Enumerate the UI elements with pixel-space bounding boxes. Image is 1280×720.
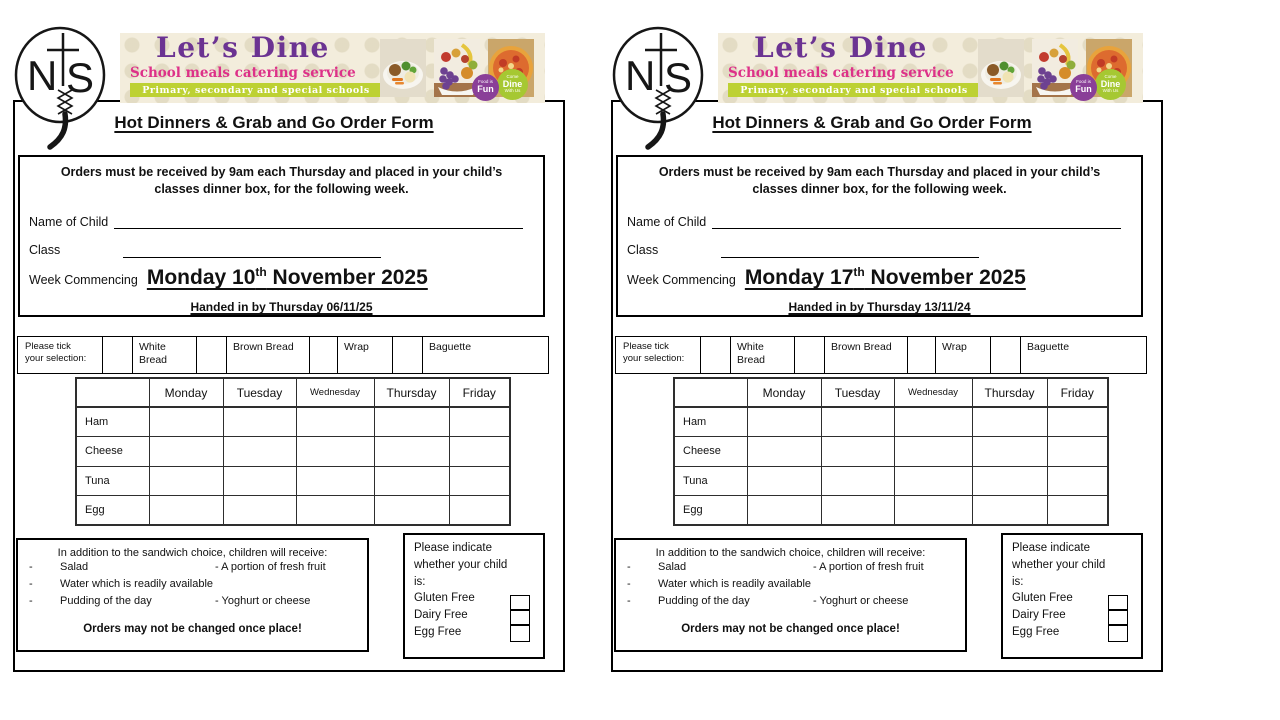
week-date [745, 265, 1026, 290]
date-ordinal: th [853, 265, 865, 279]
class-input[interactable] [123, 243, 381, 258]
order-cell[interactable] [894, 407, 972, 437]
gluten-free-label: Gluten Free [1012, 592, 1073, 605]
order-cell[interactable] [449, 437, 510, 467]
form-panel-1 [0, 0, 582, 700]
order-cell[interactable] [821, 407, 894, 437]
option-baguette: Baguette [429, 341, 472, 353]
order-cell[interactable] [223, 437, 296, 467]
order-cell[interactable] [747, 437, 821, 467]
tick-box-baguette[interactable] [393, 337, 423, 373]
week-date-day: Monday 10 [146, 266, 256, 289]
badge-text: Fun [477, 84, 494, 95]
grid-row-egg [674, 496, 1108, 526]
logo-letter-s: S [664, 54, 693, 101]
addition-item-pudding: Pudding of the day [658, 595, 750, 607]
gluten-free-checkbox[interactable] [511, 596, 529, 611]
grid-corner-cell [674, 378, 747, 407]
school-logo [612, 26, 704, 154]
bullet-dash: - [627, 561, 631, 573]
order-cell[interactable] [449, 496, 510, 526]
bullet-dash: - [627, 595, 631, 607]
selection-prompt [18, 337, 103, 373]
name-of-child-input[interactable] [114, 214, 523, 229]
grid-row-tuna [76, 466, 510, 496]
additional-info-box [16, 538, 369, 652]
row-label-tuna: Tuna [674, 466, 747, 496]
grid-row-cheese [674, 437, 1108, 467]
day-header-monday: Monday [747, 378, 821, 407]
order-cell[interactable] [1047, 407, 1108, 437]
badge-text: Food is [1076, 79, 1091, 85]
row-label-egg: Egg [76, 496, 149, 526]
week-date-month: November 2025 [266, 266, 428, 289]
grid-header-row [76, 378, 510, 407]
lets-dine-banner [718, 33, 1143, 103]
option-white-bread: White Bread [731, 337, 795, 373]
dietary-line2: whether your child [1012, 558, 1106, 571]
orders-notice-line1: Orders must be received by 9am each Thursday and placed in your child’s [658, 165, 1101, 179]
brand-title: Let’s Dine [156, 31, 330, 64]
order-cell[interactable] [149, 437, 223, 467]
addition-bullet-row [18, 595, 367, 612]
order-cell[interactable] [149, 496, 223, 526]
dairy-free-checkbox[interactable] [511, 611, 529, 626]
brand-subtitle: School meals catering service [728, 65, 954, 81]
logo-letter-s: S [66, 54, 95, 101]
brand-tagline: Primary, secondary and special schools [728, 83, 980, 97]
name-of-child-label: Name of Child [627, 215, 707, 229]
row-label-ham: Ham [674, 407, 747, 437]
week-commencing-label: Week Commencing [29, 273, 138, 287]
addition-item-salad: Salad [658, 561, 687, 573]
egg-free-checkbox[interactable] [1109, 626, 1127, 641]
order-cell[interactable] [449, 466, 510, 496]
tick-box-brown-bread[interactable] [795, 337, 825, 373]
grid-row-ham [76, 407, 510, 437]
addition-bullet-row [616, 561, 965, 578]
selection-prompt-line2: your selection: [25, 353, 87, 364]
addition-bullet-row [616, 595, 965, 612]
day-header-monday: Monday [149, 378, 223, 407]
order-cell[interactable] [972, 437, 1047, 467]
order-cell[interactable] [747, 496, 821, 526]
order-cell[interactable] [296, 496, 374, 526]
school-logo [14, 26, 106, 154]
option-wrap: Wrap [936, 337, 991, 373]
option-baguette: Baguette [1027, 341, 1070, 353]
roast-dinner-photo [379, 39, 427, 97]
class-input[interactable] [721, 243, 979, 258]
addition-bullet-row [616, 578, 965, 595]
food-is-fun-badge [1070, 74, 1097, 101]
badge-text: Dine [1100, 78, 1121, 89]
day-header-wednesday: Wednesday [296, 378, 374, 407]
badge-text: Come [1104, 74, 1117, 80]
come-dine-badge [1095, 69, 1126, 100]
order-cell[interactable] [296, 466, 374, 496]
order-cell[interactable] [449, 407, 510, 437]
addition-item-pudding: Pudding of the day [60, 595, 152, 607]
dietary-line3: is: [414, 575, 426, 588]
day-header-tuesday: Tuesday [821, 378, 894, 407]
addition-extra-fruit: - A portion of fresh fruit [215, 561, 326, 573]
come-dine-badge [497, 69, 528, 100]
day-header-thursday: Thursday [972, 378, 1047, 407]
grid-row-tuna [674, 466, 1108, 496]
day-header-wednesday: Wednesday [894, 378, 972, 407]
row-label-egg: Egg [674, 496, 747, 526]
gluten-free-checkbox[interactable] [1109, 596, 1127, 611]
order-cell[interactable] [296, 437, 374, 467]
order-cell[interactable] [223, 466, 296, 496]
banner-text [718, 33, 980, 97]
order-cell[interactable] [1047, 496, 1108, 526]
week-date-day: Monday 17 [744, 266, 854, 289]
selection-prompt-line2: your selection: [623, 353, 685, 364]
grid-row-cheese [76, 437, 510, 467]
dietary-indication-box [403, 533, 545, 659]
order-cell[interactable] [972, 496, 1047, 526]
brand-subtitle: School meals catering service [130, 65, 356, 81]
bread-selection-table [615, 336, 1147, 374]
grid-corner-cell [76, 378, 149, 407]
order-cell[interactable] [821, 466, 894, 496]
additional-info-box [614, 538, 967, 652]
brand-title: Let’s Dine [754, 31, 928, 64]
form-title: Hot Dinners & Grab and Go Order Form [712, 113, 1032, 132]
addition-bullet-row [18, 578, 367, 595]
order-cell[interactable] [1047, 466, 1108, 496]
addition-extra-yoghurt: - Yoghurt or cheese [215, 595, 311, 607]
tick-box-white-bread[interactable] [701, 337, 731, 373]
addition-item-water: Water which is readily available [658, 578, 812, 590]
week-commencing-row [627, 265, 1026, 290]
order-cell[interactable] [1047, 437, 1108, 467]
handed-in-note: Handed in by Thursday 13/11/24 [788, 300, 971, 314]
order-cell[interactable] [374, 466, 449, 496]
logo-letter-n: N [27, 52, 58, 99]
week-commencing-row [29, 265, 428, 290]
tick-box-white-bread[interactable] [103, 337, 133, 373]
dietary-line1: Please indicate [1012, 542, 1090, 554]
order-details-box [18, 155, 545, 317]
bullet-dash: - [29, 561, 33, 573]
selection-prompt [616, 337, 701, 373]
no-changes-note: Orders may not be changed once place! [681, 623, 900, 635]
dietary-checkbox-stack [510, 595, 530, 642]
selection-prompt-line1: Please tick [25, 341, 71, 352]
grid-row-egg [76, 496, 510, 526]
order-cell[interactable] [296, 407, 374, 437]
tick-box-brown-bread[interactable] [197, 337, 227, 373]
dietary-indication-box [1001, 533, 1143, 659]
weekly-order-grid [75, 377, 511, 526]
grid-header-row [674, 378, 1108, 407]
tick-box-wrap[interactable] [310, 337, 338, 373]
orders-notice-line1: Orders must be received by 9am each Thursday and placed in your child’s [60, 165, 503, 179]
option-brown-bread: Brown Bread [825, 337, 908, 373]
dietary-line2: whether your child [414, 558, 508, 571]
order-cell[interactable] [374, 437, 449, 467]
order-cell[interactable] [747, 407, 821, 437]
day-header-friday: Friday [1047, 378, 1108, 407]
order-details-box [616, 155, 1143, 317]
addition-item-water: Water which is readily available [60, 578, 214, 590]
row-label-tuna: Tuna [76, 466, 149, 496]
order-cell[interactable] [972, 407, 1047, 437]
orders-notice-line2: classes dinner box, for the following week. [154, 182, 409, 196]
logo-letter-n: N [625, 52, 656, 99]
order-cell[interactable] [223, 407, 296, 437]
tick-box-baguette[interactable] [991, 337, 1021, 373]
option-white-bread: White Bread [133, 337, 197, 373]
bullet-dash: - [29, 595, 33, 607]
name-of-child-input[interactable] [712, 214, 1121, 229]
food-is-fun-badge [472, 74, 499, 101]
badge-text: Dine [502, 78, 523, 89]
banner-text [120, 33, 382, 97]
name-of-child-row [627, 214, 1121, 229]
date-ordinal: th [255, 265, 267, 279]
badge-text: With Us [1102, 88, 1119, 94]
order-cell[interactable] [374, 496, 449, 526]
week-date [147, 265, 428, 290]
row-label-ham: Ham [76, 407, 149, 437]
dairy-free-checkbox[interactable] [1109, 611, 1127, 626]
bullet-dash: - [627, 578, 631, 590]
order-cell[interactable] [894, 466, 972, 496]
lets-dine-banner [120, 33, 545, 103]
addition-extra-yoghurt: - Yoghurt or cheese [813, 595, 909, 607]
egg-free-checkbox[interactable] [511, 626, 529, 641]
week-date-month: November 2025 [864, 266, 1026, 289]
bread-selection-table [17, 336, 549, 374]
order-cell[interactable] [374, 407, 449, 437]
name-of-child-row [29, 214, 523, 229]
row-label-cheese: Cheese [674, 437, 747, 467]
day-header-friday: Friday [449, 378, 510, 407]
addition-item-salad: Salad [60, 561, 89, 573]
badge-text: Fun [1075, 84, 1092, 95]
class-label: Class [29, 243, 61, 257]
order-cell[interactable] [821, 496, 894, 526]
order-cell[interactable] [894, 496, 972, 526]
egg-free-label: Egg Free [1012, 625, 1060, 638]
orders-notice-line2: classes dinner box, for the following week. [752, 182, 1007, 196]
day-header-tuesday: Tuesday [223, 378, 296, 407]
week-commencing-label: Week Commencing [627, 273, 736, 287]
order-cell[interactable] [149, 407, 223, 437]
selection-prompt-line1: Please tick [623, 341, 669, 352]
dairy-free-label: Dairy Free [414, 609, 468, 622]
class-label: Class [627, 243, 659, 257]
brand-tagline: Primary, secondary and special schools [130, 83, 382, 97]
order-cell[interactable] [747, 466, 821, 496]
addition-extra-fruit: - A portion of fresh fruit [813, 561, 924, 573]
badge-text: Food is [478, 79, 493, 85]
bullet-dash: - [29, 578, 33, 590]
order-cell[interactable] [821, 437, 894, 467]
order-cell[interactable] [149, 466, 223, 496]
dietary-line3: is: [1012, 575, 1024, 588]
orders-notice [20, 164, 543, 198]
addition-bullet-row [18, 561, 367, 578]
grid-row-ham [674, 407, 1108, 437]
badge-text: With Us [504, 88, 521, 94]
badge-text: Come [506, 74, 519, 80]
form-title: Hot Dinners & Grab and Go Order Form [114, 113, 434, 132]
option-wrap: Wrap [338, 337, 393, 373]
tick-box-wrap[interactable] [908, 337, 936, 373]
addition-heading: In addition to the sandwich choice, children will receive: [57, 547, 328, 559]
weekly-order-grid [673, 377, 1109, 526]
order-cell[interactable] [894, 437, 972, 467]
addition-heading: In addition to the sandwich choice, children will receive: [655, 547, 926, 559]
order-cell[interactable] [223, 496, 296, 526]
name-of-child-label: Name of Child [29, 215, 109, 229]
option-brown-bread: Brown Bread [227, 337, 310, 373]
order-cell[interactable] [972, 466, 1047, 496]
roast-dinner-photo [977, 39, 1025, 97]
row-label-cheese: Cheese [76, 437, 149, 467]
egg-free-label: Egg Free [414, 625, 462, 638]
dietary-checkbox-stack [1108, 595, 1128, 642]
day-header-thursday: Thursday [374, 378, 449, 407]
dairy-free-label: Dairy Free [1012, 609, 1066, 622]
handed-in-note: Handed in by Thursday 06/11/25 [190, 300, 373, 314]
gluten-free-label: Gluten Free [414, 592, 475, 605]
no-changes-note: Orders may not be changed once place! [83, 623, 302, 635]
orders-notice [618, 164, 1141, 198]
dietary-line1: Please indicate [414, 542, 492, 554]
form-panel-2 [598, 0, 1180, 700]
